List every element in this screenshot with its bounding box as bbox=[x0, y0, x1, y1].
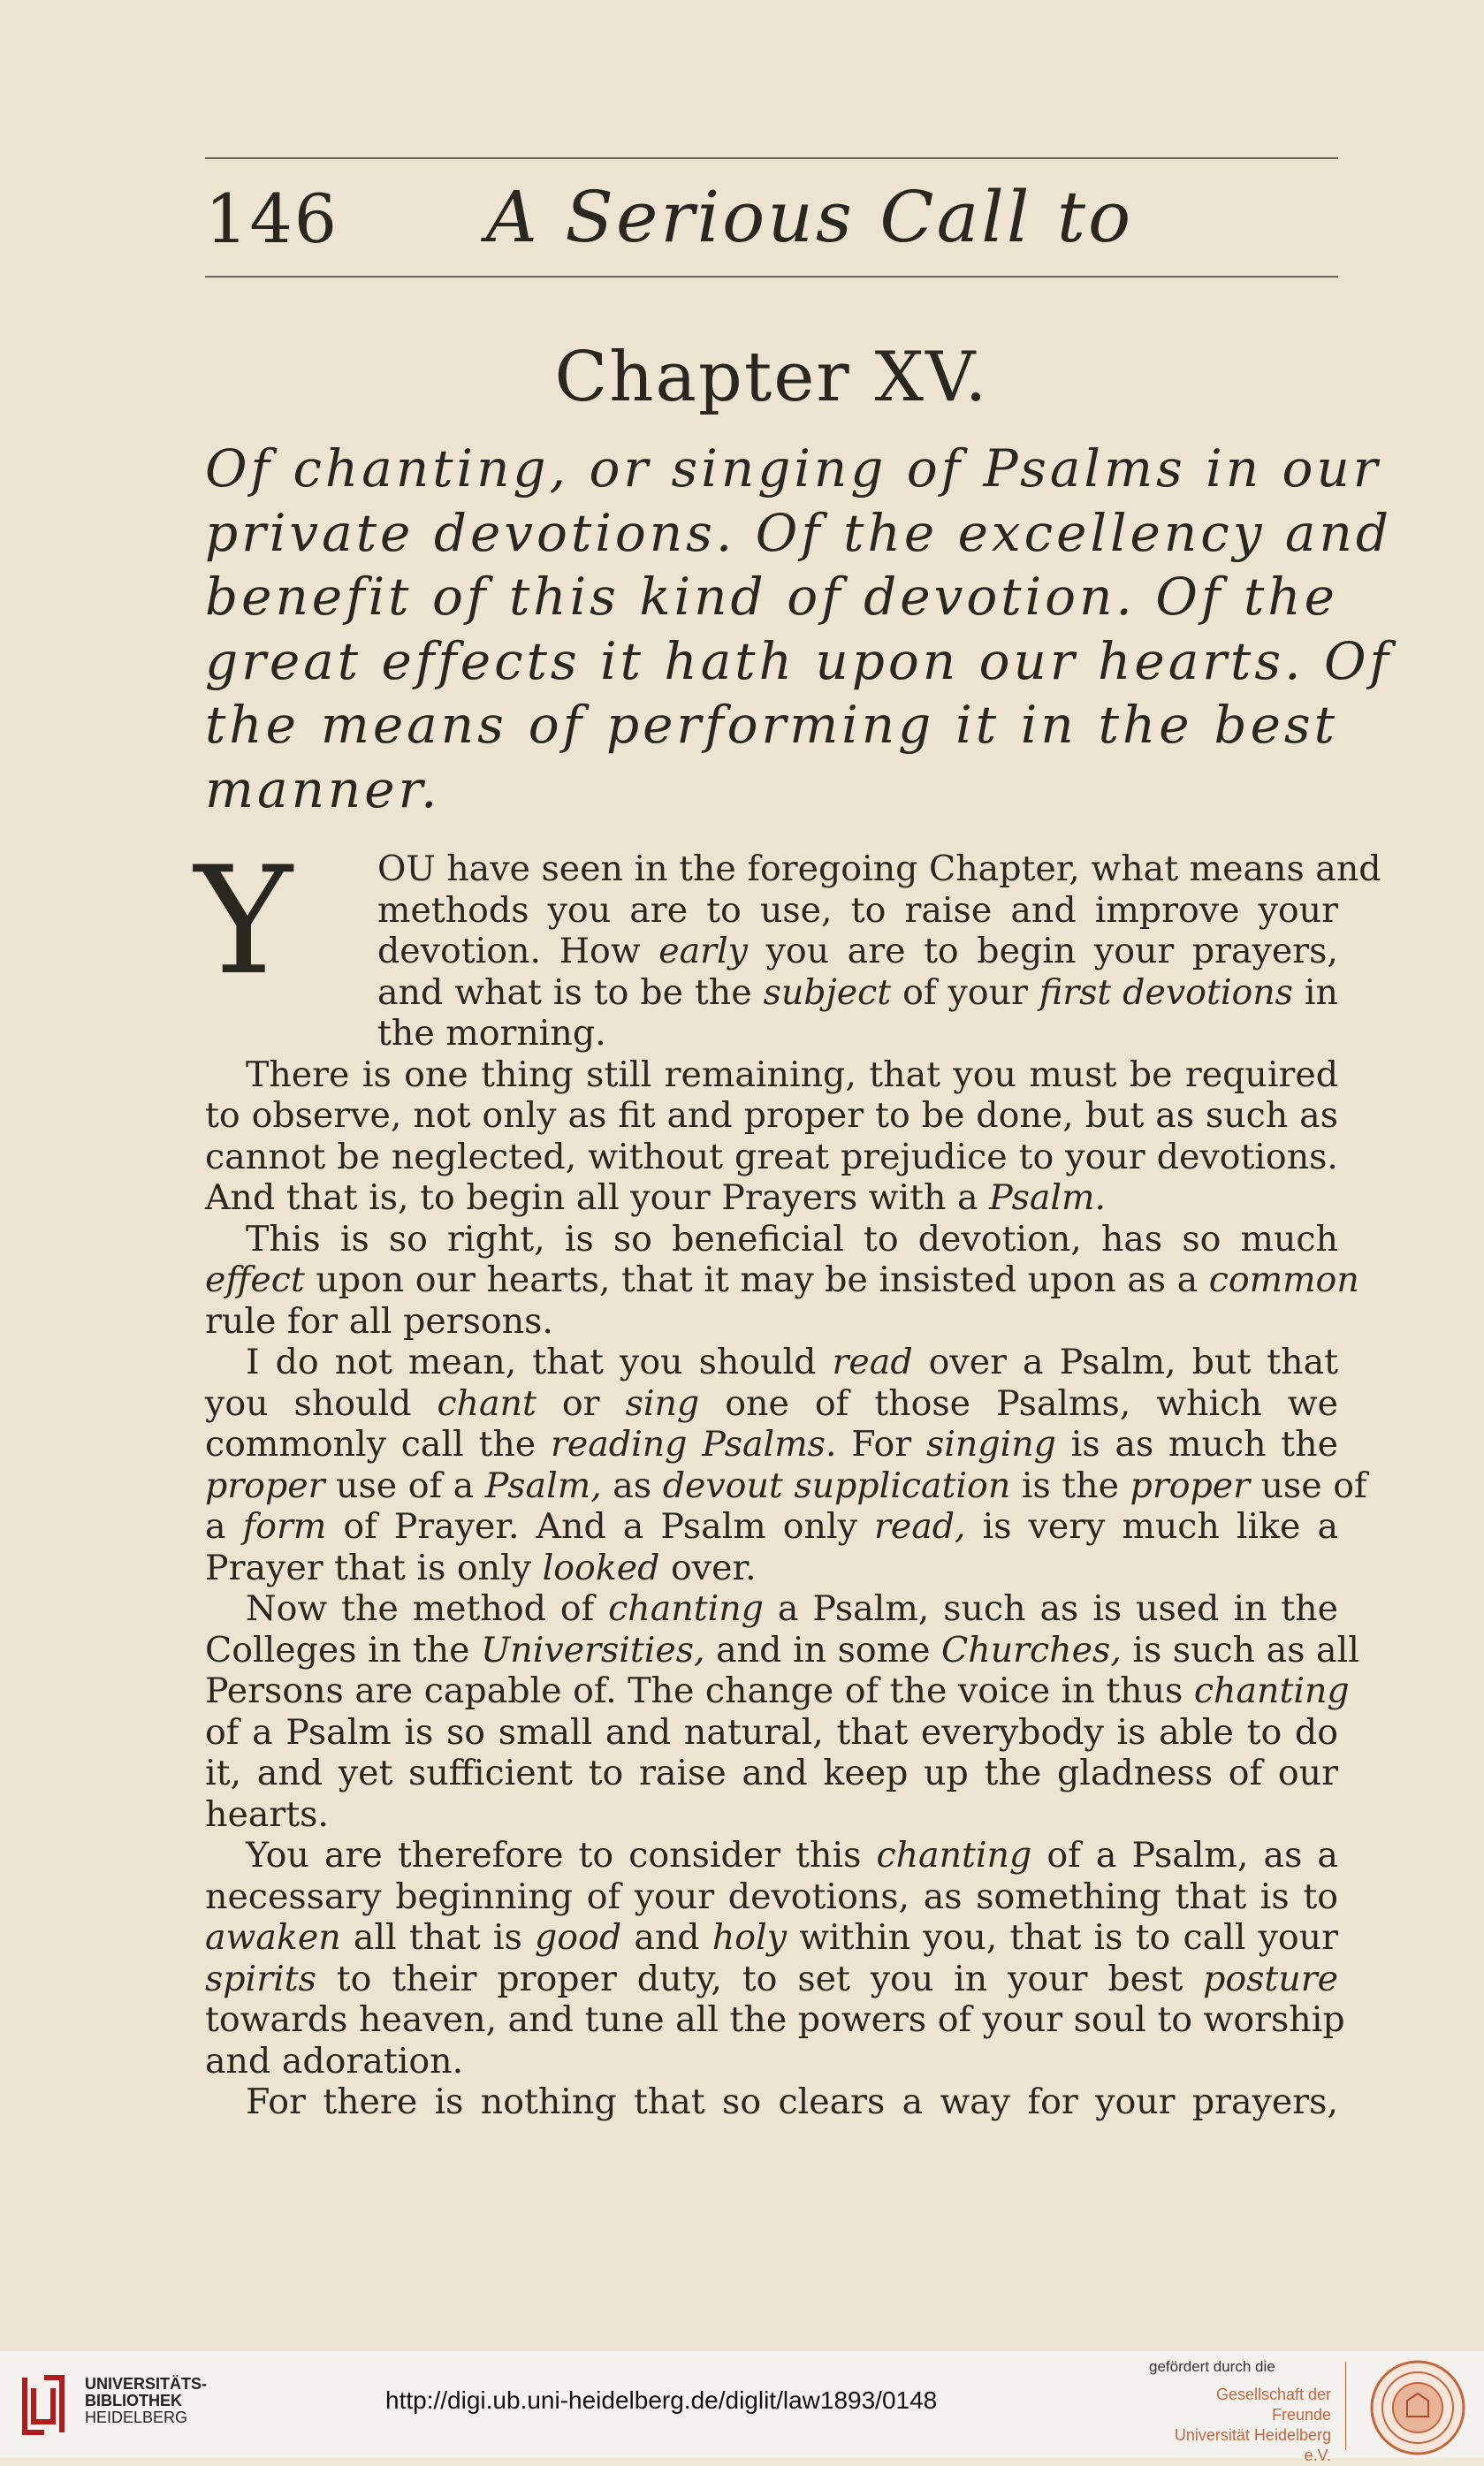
text-line: and adoration. bbox=[205, 2040, 464, 2082]
library-logo-icon bbox=[18, 2369, 69, 2439]
text-line: cannot be neglected, without great prejudice to your devotions. bbox=[205, 1136, 1338, 1177]
text-line: And that is, to begin all your Prayers with a Psalm. bbox=[205, 1177, 1107, 1218]
library-name-line: HEIDELBERG bbox=[85, 2409, 188, 2426]
text-line: to observe, not only as fit and proper to be done, but as such as bbox=[205, 1095, 1338, 1136]
text-line: commonly call the reading Psalms. For singing is as much the bbox=[205, 1424, 1338, 1465]
subheading-line: manner. bbox=[205, 758, 441, 819]
text-line: rule for all persons. bbox=[205, 1300, 553, 1342]
text-line: OU have seen in the foregoing Chapter, what means and bbox=[377, 849, 1381, 889]
text-line: You are therefore to consider this chanting of a Psalm, as a bbox=[246, 1835, 1338, 1876]
text-line: Prayer that is only looked over. bbox=[205, 1547, 757, 1588]
text-line: awaken all that is good and holy within you, that is to call your bbox=[205, 1917, 1339, 1958]
text-line: This is so right, is so beneficial to devotion, has so much bbox=[246, 1218, 1338, 1260]
page-number: 146 bbox=[205, 179, 339, 258]
sponsor-name-line: Universität Heidelberg e.V. bbox=[1174, 2426, 1331, 2464]
library-name bbox=[85, 2376, 207, 2426]
subheading-line: private devotions. Of the excellency and bbox=[205, 502, 1392, 563]
subheading-line: benefit of this kind of devotion. Of the bbox=[205, 567, 1338, 627]
header-bottom-rule bbox=[205, 276, 1338, 278]
running-header bbox=[205, 172, 1338, 261]
chapter-title: Chapter XV. bbox=[554, 338, 989, 417]
text-line: Persons are capable of. The change of the voice in thus chanting bbox=[205, 1671, 1350, 1711]
subheading-line: the means of performing it in the best bbox=[205, 695, 1338, 755]
sponsor-name bbox=[1154, 2385, 1331, 2466]
header-top-rule bbox=[205, 157, 1338, 159]
text-line: devotion. How early you are to begin your prayers, bbox=[377, 931, 1338, 971]
subheading-line: great effects it hath upon our hearts. Of bbox=[205, 630, 1392, 691]
text-line: it, and yet sufficient to raise and keep up the gladness of our bbox=[205, 1753, 1338, 1793]
text-line: a form of Prayer. And a Psalm only read, is very much like a bbox=[205, 1506, 1338, 1547]
text-line: spirits to their proper duty, to set you in your best posture bbox=[205, 1958, 1338, 1999]
text-line: necessary beginning of your devotions, as something that is to bbox=[205, 1876, 1338, 1917]
text-line: of a Psalm is so small and natural, that everybody is able to do bbox=[205, 1711, 1338, 1753]
drop-cap: Y bbox=[194, 834, 293, 1008]
footer-divider bbox=[1345, 2362, 1346, 2450]
text-line: There is one thing still remaining, that you must be required bbox=[246, 1054, 1338, 1095]
text-line: Colleges in the Universities, and in some Churches, is such as all bbox=[205, 1629, 1359, 1671]
permalink-url[interactable]: http://digi.ub.uni-heidelberg.de/diglit/law1893/0148 bbox=[385, 2386, 938, 2414]
library-name-line: BIBLIOTHEK bbox=[85, 2392, 182, 2409]
subheading-line: Of chanting, or singing of Psalms in our bbox=[205, 438, 1381, 499]
text-line: you should chant or sing one of those Psalms, which we bbox=[205, 1382, 1338, 1424]
running-title: A Serious Call to bbox=[486, 176, 1134, 258]
text-line: and what is to be the subject of your first devotions in bbox=[377, 971, 1338, 1013]
text-line: Now the method of chanting a Psalm, such as is used in the bbox=[246, 1588, 1338, 1629]
supported-by-label: gefördert durch die bbox=[1149, 2358, 1275, 2375]
chapter-subheading bbox=[205, 437, 1392, 821]
sponsor-name-line: Gesellschaft der Freunde bbox=[1215, 2386, 1331, 2424]
body-text bbox=[205, 849, 1381, 2123]
text-line: I do not mean, that you should read over a Psalm, but that bbox=[246, 1342, 1339, 1382]
text-line: methods you are to use, to raise and improve your bbox=[377, 889, 1338, 931]
text-line: towards heaven, and tune all the powers of your soul to worship bbox=[205, 1999, 1345, 2040]
university-seal-icon bbox=[1368, 2358, 1467, 2457]
text-line: the morning. bbox=[377, 1013, 606, 1054]
text-line: effect upon our hearts, that it may be insisted upon as a common bbox=[205, 1260, 1359, 1300]
text-line: proper use of a Psalm, as devout supplication is the proper use of bbox=[205, 1465, 1367, 1506]
text-line: hearts. bbox=[205, 1793, 329, 1835]
library-name-line: UNIVERSITÄTS- bbox=[85, 2375, 208, 2393]
text-line: For there is nothing that so clears a way for your prayers, bbox=[246, 2082, 1338, 2122]
